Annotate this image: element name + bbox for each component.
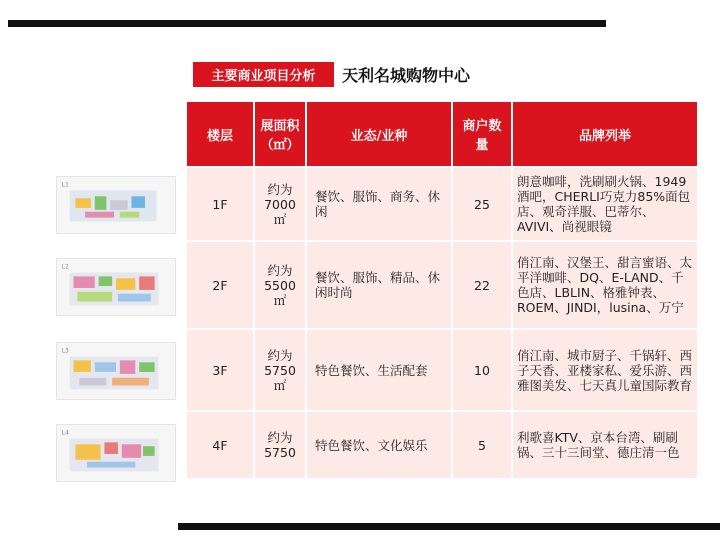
thumb-label: L4 <box>61 430 69 437</box>
floor-cell: 3F <box>187 330 255 410</box>
brands-cell: 利歌喜KTV、京本台湾、刷刷锅、三十三间堂、德庄清一色 <box>513 412 697 478</box>
table-row <box>187 242 697 328</box>
col-header-brands: 品牌列举 <box>513 102 697 166</box>
table-row <box>187 168 697 240</box>
bottom-rule <box>178 523 720 530</box>
type-cell: 餐饮、服饰、精品、休闲时尚 <box>307 242 453 328</box>
type-cell: 特色餐饮、生活配套 <box>307 330 453 410</box>
thumb-label: L2 <box>61 264 69 271</box>
floor-cell: 4F <box>187 412 255 478</box>
brands-cell: 俏江南、汉堡王、甜言蜜语、太平洋咖啡、DQ、E-LAND、千色店、LBLIN、格雅钟表、ROEM、JINDI，lusina、万宁 <box>513 242 697 328</box>
count-cell: 25 <box>453 168 513 240</box>
count-cell: 10 <box>453 330 513 410</box>
area-cell: 约为5750㎡ <box>255 330 307 410</box>
page-title: 天利名城购物中心 <box>342 65 471 85</box>
brands-cell: 朗意咖啡，洗刷刷火锅、1949酒吧，CHERLI巧克力85%面包店、观奇洋服、巴蒂尔、AVIVI、尚视眼镜 <box>513 168 697 240</box>
col-header-area: 展面积（㎡） <box>255 102 307 166</box>
type-cell: 餐饮、服饰、商务、休闲 <box>307 168 453 240</box>
floor-cell: 1F <box>187 168 255 240</box>
col-header-count: 商户数量 <box>453 102 513 166</box>
floor-cell: 2F <box>187 242 255 328</box>
brands-cell: 俏江南、城市厨子、千锅轩、西子天香、亚楼家私、爱乐游、西雅图美发、七天真儿童国际教育 <box>513 330 697 410</box>
area-cell: 约为5500㎡ <box>255 242 307 328</box>
top-rule <box>8 20 606 27</box>
floor-plan-thumbnail-1f <box>56 176 176 234</box>
area-cell: 约为7000㎡ <box>255 168 307 240</box>
table-row <box>187 330 697 410</box>
floor-plan-thumbnail-4f <box>56 424 176 482</box>
table-header-row <box>187 102 697 166</box>
thumb-label: L3 <box>61 348 69 355</box>
type-cell: 特色餐饮、文化娱乐 <box>307 412 453 478</box>
col-header-type: 业态/业种 <box>307 102 453 166</box>
merchant-table <box>187 100 697 480</box>
count-cell: 5 <box>453 412 513 478</box>
area-cell: 约为5750 <box>255 412 307 478</box>
floor-plan-thumbnail-3f <box>56 342 176 400</box>
floor-plan-thumbnail-2f <box>56 258 176 316</box>
count-cell: 22 <box>453 242 513 328</box>
section-badge: 主要商业项目分析 <box>193 62 334 87</box>
table-row <box>187 412 697 478</box>
col-header-floor: 楼层 <box>187 102 255 166</box>
thumb-label: L1 <box>61 182 69 189</box>
